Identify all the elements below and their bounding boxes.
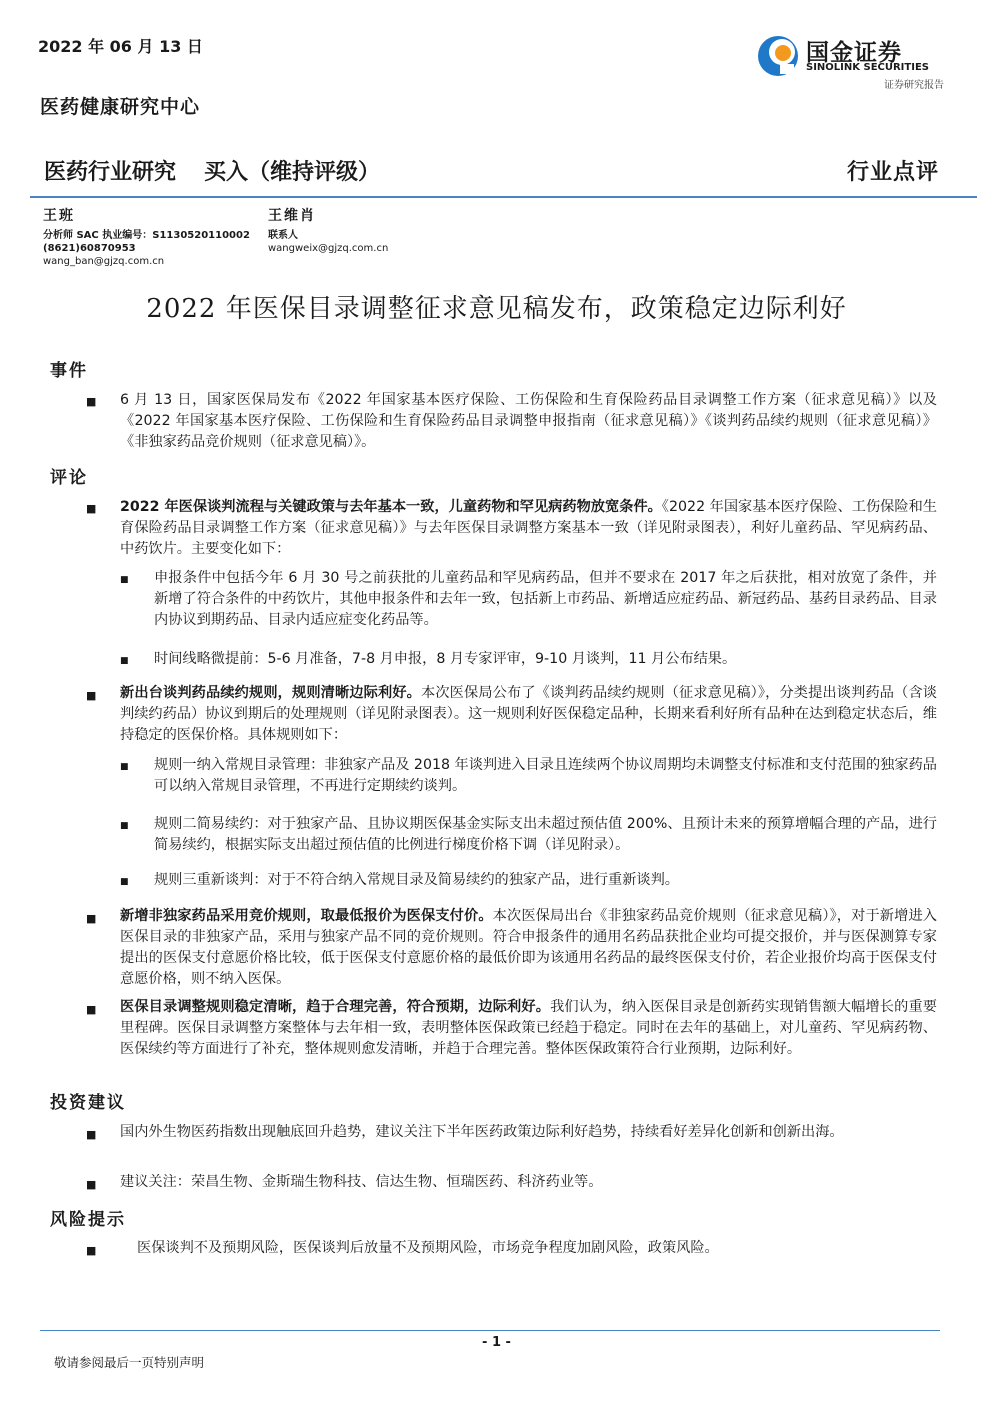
- logo-english-name: SINOLINK SECURITIES: [806, 62, 929, 73]
- sub-bullet-icon: ■: [120, 821, 129, 831]
- bullet-icon: ■: [86, 689, 97, 702]
- bullet-icon: ■: [86, 502, 97, 515]
- comment-1-sub-2: 时间线略微提前：5-6 月准备，7-8 月申报，8 月专家评审，9-10 月谈判，11 月公布结果。: [154, 651, 737, 667]
- analyst-name: 王班: [43, 208, 75, 224]
- analyst-block: [43, 210, 250, 268]
- report-type: 行业点评: [846, 159, 939, 185]
- comment-paragraph-3: 新增非独家药品采用竞价规则，取最低报价为医保支付价。本次医保局出台《非独家药品竞价规则（征求意见稿）》，对于新增进入医保目录的非独家产品，采用与独家产品不同的竞价规则。符合申报条件的通用名药品获批企业均可提交报价，并与医保测算专家提出的医保支付意愿价格比较，低于医保支付意愿价格的最低价即为该通用名药品的最终医保支付价，若企业报价均高于医保支付意愿价格，则不纳入医保。: [120, 908, 937, 987]
- disclaimer-note: 敬请参阅最后一页特别声明: [54, 1355, 205, 1370]
- sub-bullet-icon: ■: [120, 762, 129, 772]
- section-investment: 投资建议: [50, 1093, 126, 1113]
- rating-label: 买入（维持评级）: [204, 160, 381, 185]
- risk-paragraph: 医保谈判不及预期风险，医保谈判后放量不及预期风险，市场竞争程度加剧风险，政策风险。: [137, 1240, 719, 1256]
- logo-mark-icon: [756, 34, 800, 78]
- section-event: 事件: [50, 361, 88, 381]
- logo-chinese-name: 国金证券: [806, 40, 902, 66]
- research-center: 医药健康研究中心: [40, 96, 201, 118]
- sub-bullet-icon: ■: [120, 656, 129, 666]
- bullet-icon: ■: [86, 1003, 97, 1016]
- header-divider: [30, 196, 977, 198]
- sub-bullet-icon: ■: [120, 575, 129, 585]
- sub-bullet-icon: ■: [120, 877, 129, 887]
- contact-email: wangweix@gjzq.com.cn: [268, 243, 389, 254]
- bullet-icon: ■: [86, 1244, 97, 1257]
- contact-name: 王维肖: [268, 208, 316, 224]
- bullet-icon: ■: [86, 1178, 97, 1191]
- logo-subtitle: 证券研究报告: [884, 80, 944, 91]
- analyst-sac: 分析师 SAC 执业编号：S1130520110002: [43, 230, 250, 241]
- contact-block: [268, 210, 388, 255]
- section-risk: 风险提示: [50, 1210, 126, 1230]
- bullet-icon: ■: [86, 912, 97, 925]
- analyst-email: wang_ban@gjzq.com.cn: [43, 256, 165, 267]
- page-number: - 1 -: [482, 1335, 511, 1350]
- investment-paragraph-2: 建议关注：荣昌生物、金斯瑞生物科技、信达生物、恒瑞医药、科济药业等。: [120, 1174, 603, 1190]
- industry-rating-line: [44, 155, 380, 186]
- investment-paragraph-1: 国内外生物医药指数出现触底回升趋势，建议关注下半年医药政策边际利好趋势，持续看好差异化创新和创新出海。: [120, 1124, 844, 1140]
- footer-divider: [40, 1330, 940, 1331]
- bullet-icon: ■: [86, 1128, 97, 1141]
- contact-label: 联系人: [268, 230, 298, 241]
- industry-label: 医药行业研究: [44, 160, 177, 185]
- analyst-phone: (8621)60870953: [43, 243, 136, 254]
- bullet-icon: ■: [86, 395, 97, 408]
- comment-1-sub-1: 申报条件中包括今年 6 月 30 号之前获批的儿童药品和罕见病药品，但并不要求在 2017 年之后获批，相对放宽了条件，并新增了符合条件的中药饮片，其他申报条件和去年一致，包括新上市药品、新增适应症药品、新冠药品、基药目录药品、目录内协议到期药品、目录内适应症变化药品等。: [154, 570, 937, 628]
- comment-2-sub-2: 规则二简易续约：对于独家产品、且协议期医保基金实际支出未超过预估值 200%、且预计未来的预算增幅合理的产品，进行简易续约，根据实际支出超过预估值的比例进行梯度价格下调（详见附录）。: [154, 816, 937, 853]
- comment-2-sub-1: 规则一纳入常规目录管理：非独家产品及 2018 年谈判进入目录且连续两个协议周期均未调整支付标准和支付范围的独家药品可以纳入常规目录管理，不再进行定期续约谈判。: [154, 757, 937, 794]
- comment-paragraph-4: 医保目录调整规则稳定清晰，趋于合理完善，符合预期，边际利好。我们认为，纳入医保目录是创新药实现销售额大幅增长的重要里程碑。医保目录调整方案整体与去年相一致，表明整体医保政策已经趋于稳定。同时在去年的基础上，对儿童药、罕见病药物、医保续约等方面进行了补充，整体规则愈发清晰，并趋于合理完善。整体医保政策符合行业预期，边际利好。: [120, 999, 937, 1057]
- section-comment: 评论: [50, 468, 88, 488]
- event-paragraph: 6 月 13 日，国家医保局发布《2022 年国家基本医疗保险、工伤保险和生育保险药品目录调整工作方案（征求意见稿）》以及《2022 年国家基本医疗保险、工伤保险和生育保险药品目录调整申报指南（征求意见稿）》《谈判药品续约规则（征求意见稿）》《非独家药品竞价规则（征求意见稿）》。: [120, 392, 937, 450]
- comment-paragraph-2: 新出台谈判药品续约规则，规则清晰边际利好。本次医保局公布了《谈判药品续约规则（征求意见稿）》，分类提出谈判药品（含谈判续约药品）协议到期后的处理规则（详见附录图表）。这一规则利好医保稳定品种，长期来看利好所有品种在达到稳定状态后，维持稳定的医保价格。具体规则如下：: [120, 685, 937, 743]
- report-title: 2022 年医保目录调整征求意见稿发布，政策稳定边际利好: [146, 294, 847, 324]
- report-date: 2022 年 06 月 13 日: [38, 37, 203, 56]
- company-logo: [756, 32, 944, 92]
- comment-paragraph-1: 2022 年医保谈判流程与关键政策与去年基本一致，儿童药物和罕见病药物放宽条件。《2022 年国家基本医疗保险、工伤保险和生育保险药品目录调整工作方案（征求意见稿）》与去年医保目录调整方案基本一致（详见附录图表），利好儿童药品、罕见病药品、中药饮片。主要变化如下：: [120, 499, 937, 557]
- comment-2-sub-3: 规则三重新谈判：对于不符合纳入常规目录及简易续约的独家产品，进行重新谈判。: [154, 872, 679, 888]
